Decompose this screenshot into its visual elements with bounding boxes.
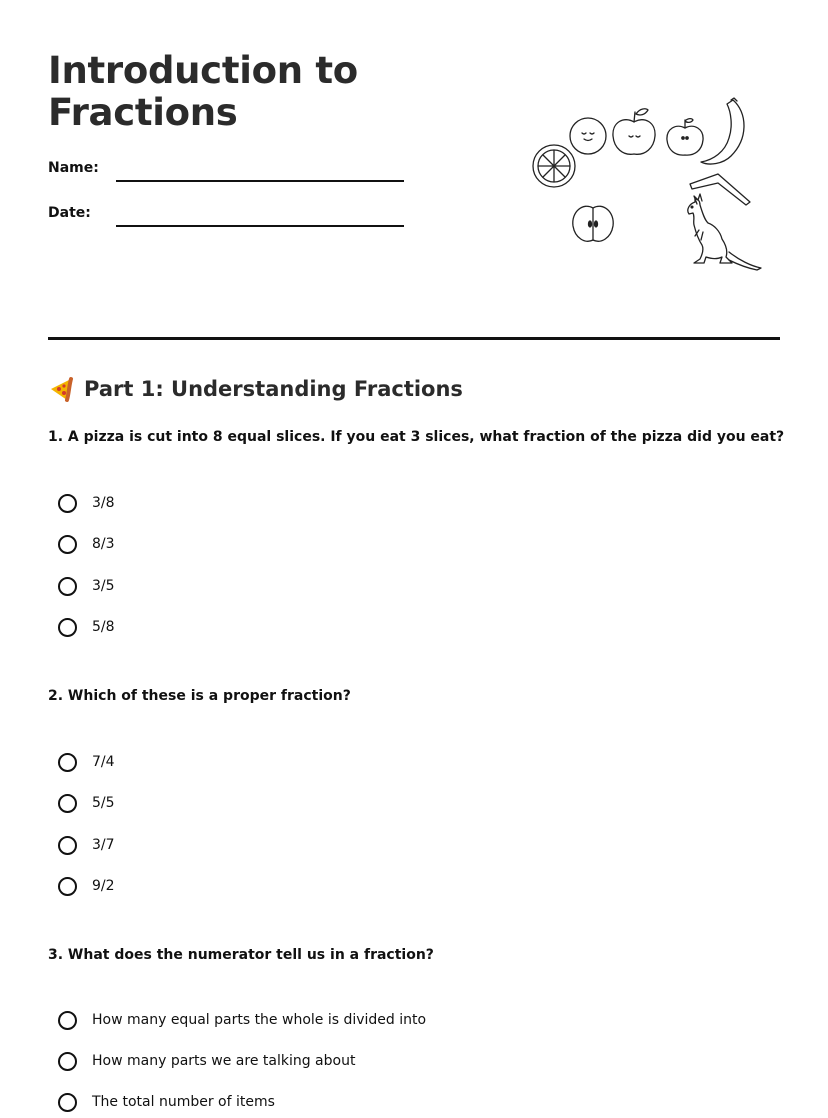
- orange-slice-icon: [533, 145, 575, 187]
- q2-option-3[interactable]: [58, 833, 115, 857]
- option-label: 3/8: [92, 495, 115, 511]
- pizza-icon: [48, 376, 74, 402]
- radio-button[interactable]: [58, 1093, 77, 1112]
- part1-heading: [48, 374, 463, 404]
- option-label: 9/2: [92, 878, 115, 894]
- radio-button[interactable]: [58, 494, 77, 513]
- part1-heading-text: Part 1: Understanding Fractions: [84, 377, 463, 401]
- fruit-and-kangaroo-clipart-icon: [525, 92, 775, 292]
- q3-option-2[interactable]: [58, 1049, 355, 1073]
- worksheet-title: Introduction to Fractions: [48, 49, 358, 134]
- kangaroo-icon: [688, 194, 761, 270]
- radio-button[interactable]: [58, 577, 77, 596]
- section-divider: [48, 337, 780, 340]
- radio-button[interactable]: [58, 535, 77, 554]
- option-label: 3/7: [92, 837, 115, 853]
- name-label: Name:: [48, 160, 99, 176]
- radio-button[interactable]: [58, 836, 77, 855]
- q3-option-1[interactable]: [58, 1008, 426, 1032]
- q2-option-1[interactable]: [58, 750, 115, 774]
- option-label: The total number of items: [92, 1094, 275, 1110]
- apple-halves-icon: [573, 206, 613, 241]
- question-1: 1. A pizza is cut into 8 equal slices. If you eat 3 slices, what fraction of the pizza did you eat?: [48, 429, 785, 445]
- option-label: 8/3: [92, 536, 115, 552]
- q1-option-2[interactable]: [58, 532, 115, 556]
- option-label: 7/4: [92, 754, 115, 770]
- radio-button[interactable]: [58, 877, 77, 896]
- apple-icon: [613, 109, 655, 155]
- radio-button[interactable]: [58, 1052, 77, 1071]
- radio-button[interactable]: [58, 794, 77, 813]
- q3-option-3[interactable]: [58, 1090, 275, 1114]
- q1-option-4[interactable]: [58, 615, 115, 639]
- name-field[interactable]: [116, 180, 404, 182]
- option-label: 5/5: [92, 795, 115, 811]
- option-label: 3/5: [92, 578, 115, 594]
- option-label: How many parts we are talking about: [92, 1053, 356, 1069]
- q1-option-1[interactable]: [58, 491, 115, 515]
- question-2: 2. Which of these is a proper fraction?: [48, 688, 351, 704]
- radio-button[interactable]: [58, 1011, 77, 1030]
- q2-option-4[interactable]: [58, 874, 115, 898]
- option-label: How many equal parts the whole is divided into: [92, 1012, 427, 1028]
- small-apple-icon: [667, 119, 703, 156]
- banana-icon: [701, 98, 744, 164]
- question-3: 3. What does the numerator tell us in a fraction?: [48, 947, 434, 963]
- radio-button[interactable]: [58, 618, 77, 637]
- q1-option-3[interactable]: [58, 574, 115, 598]
- radio-button[interactable]: [58, 753, 77, 772]
- date-label: Date:: [48, 205, 91, 221]
- date-field[interactable]: [116, 225, 404, 227]
- q2-option-2[interactable]: [58, 791, 115, 815]
- orange-icon: [570, 118, 606, 154]
- option-label: 5/8: [92, 619, 115, 635]
